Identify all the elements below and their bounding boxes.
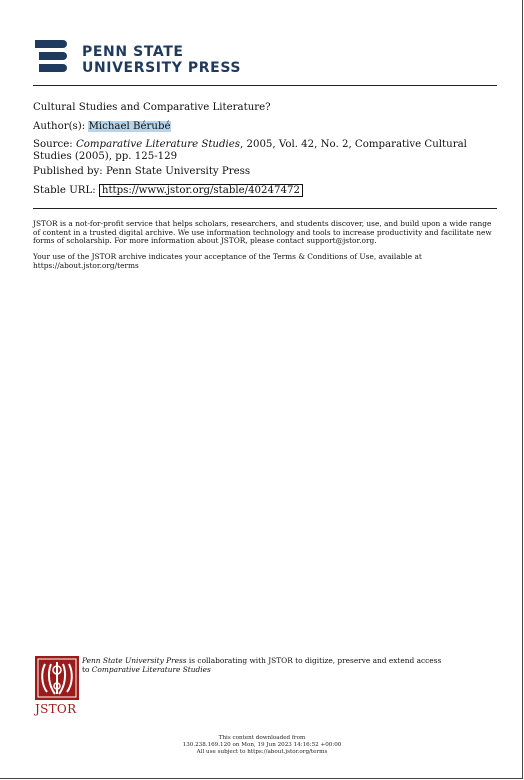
- download-info: [0, 735, 524, 755]
- jstor-wordmark: JSTOR: [35, 702, 77, 716]
- jstor-logo: [35, 656, 79, 718]
- footer-publisher: Penn State University Press: [82, 656, 187, 665]
- source-label: Source:: [33, 139, 76, 150]
- author-name: Michael Bérubé: [88, 121, 171, 132]
- journal-title: Comparative Literature Studies: [75, 139, 241, 150]
- stable-url-label: Stable URL:: [33, 185, 99, 196]
- source-line: [33, 139, 497, 163]
- footer-to-text: to: [82, 664, 92, 674]
- published-by: Published by: Penn State University Press: [33, 166, 251, 177]
- source-details: , 2005, Vol. 42, No. 2, Comparative Cultural: [240, 139, 467, 150]
- author-label: Author(s):: [33, 121, 89, 132]
- stable-url-line: [33, 185, 303, 197]
- collaboration-notice: [82, 657, 482, 674]
- footer-collab-text: is collaborating with JSTOR to digitize, preserve and extend access: [186, 656, 442, 665]
- penn-state-press-logo: [33, 38, 253, 78]
- jstor-notice-paragraph: JSTOR is a not-for-profit service that helps scholars, researchers, and students discover, use, and build upon a wide range of content in a trusted digital archive. We use information technology and tools to increase productivity and facilitate new forms of scholarship. For more information about JSTOR, please contact support@jstor.org.: [33, 219, 492, 246]
- penn-state-shield-icon: [33, 38, 77, 78]
- download-info-line-1: This content downloaded from: [218, 735, 306, 741]
- jstor-seal-icon: [35, 656, 79, 700]
- article-title: Cultural Studies and Comparative Literature?: [33, 102, 271, 113]
- footer-journal: Comparative Literature Studies: [91, 664, 211, 674]
- terms-notice-paragraph: Your use of the JSTOR archive indicates your acceptance of the Terms & Conditions of Use, available at https://about.jstor.org/terms: [33, 252, 422, 270]
- download-info-line-3: All use subject to https://about.jstor.org/terms: [196, 748, 328, 755]
- logo-wordmark: [82, 44, 241, 76]
- source-details-line2: Studies (2005), pp. 125-129: [33, 151, 178, 162]
- logo-line-2: UNIVERSITY PRESS: [82, 60, 242, 76]
- author-line: [33, 121, 171, 133]
- download-info-line-2: 130.238.169.120 on Mon, 19 Jun 2023 14:16:52 +00:00: [182, 741, 342, 748]
- logo-line-1: PENN STATE: [82, 44, 184, 60]
- header-rule: [33, 85, 497, 86]
- stable-url-link[interactable]: https://www.jstor.org/stable/40247472: [99, 184, 303, 197]
- metadata-rule: [33, 208, 497, 209]
